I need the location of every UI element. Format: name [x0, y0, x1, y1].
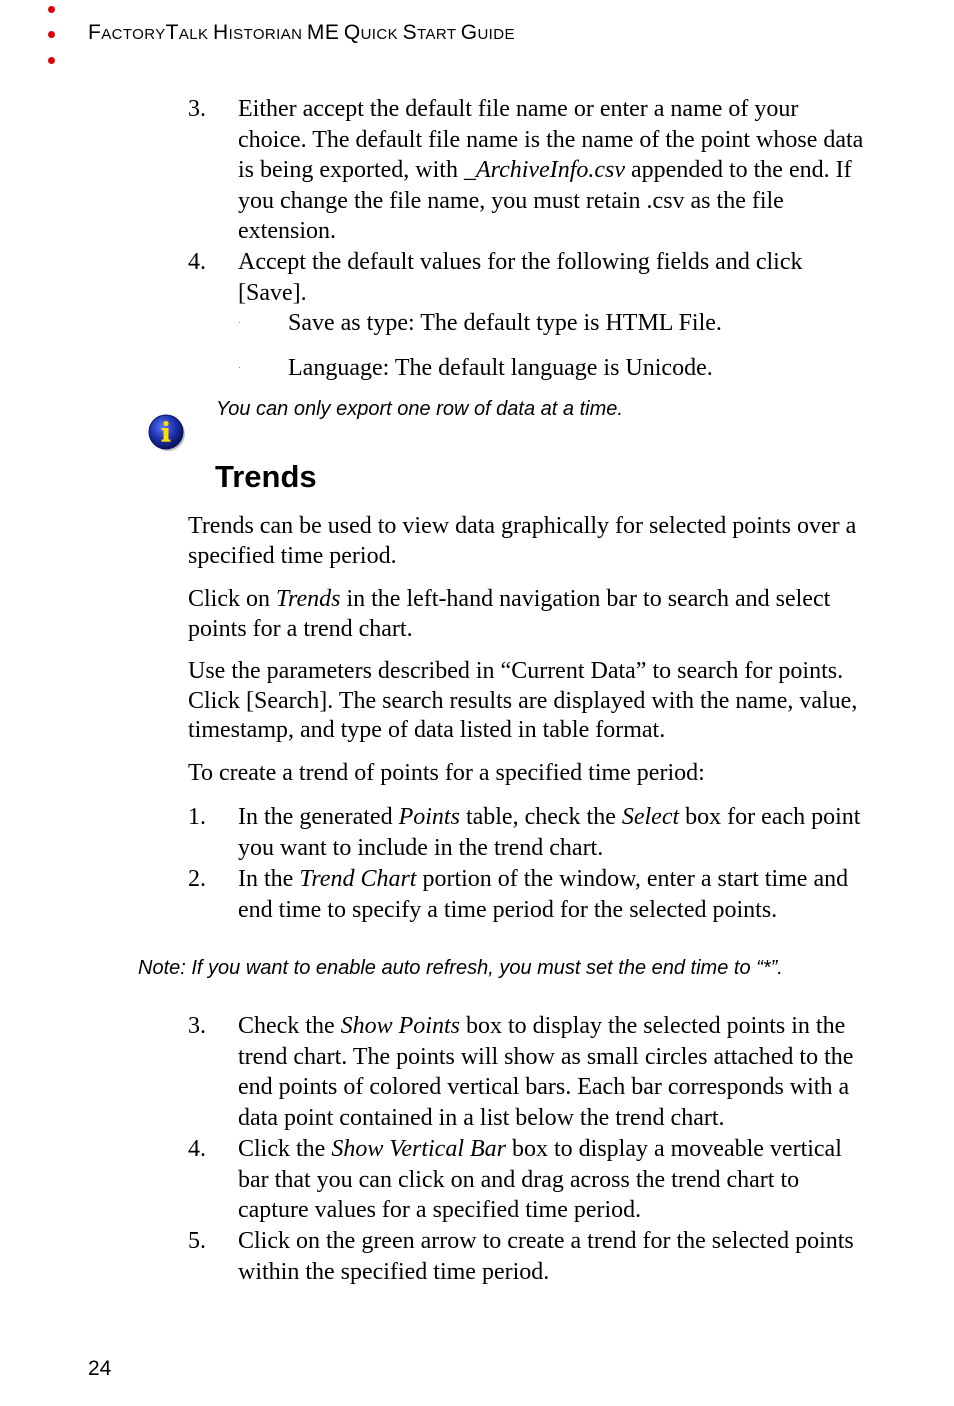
paragraph: Use the parameters described in “Current Data” to search for points. Click [Search]. The search results are displayed with the name, value, timestamp, and type of data listed in table format. [188, 658, 858, 743]
step-number: 4. [188, 1136, 206, 1162]
step-text: Click on the green arrow to create a trend for the selected points within the specified time period. [238, 1228, 854, 1285]
paragraph: To create a trend of points for a specified time period: [188, 760, 705, 786]
margin-dot [48, 31, 55, 38]
step-text: Check the Show Points box to display the selected points in the trend chart. The points will show as small circles attached to the end points of colored vertical bars. Each bar corresponds with a data point contained in a list below the trend chart. [238, 1013, 854, 1131]
step-number: 5. [188, 1228, 206, 1254]
info-icon [147, 412, 187, 452]
step-text: In the Trend Chart portion of the window, enter a start time and end time to specify a time period for the selected points. [238, 866, 849, 923]
step-text: Either accept the default file name or enter a name of your choice. The default file name is the name of the point whose data is being exported, with _ArchiveInfo.csv appended to the end. If you change the file name, you must retain .csv as the file extension. [238, 96, 864, 244]
step-number: 2. [188, 866, 206, 892]
step-text: In the generated Points table, check the Select box for each point you want to include in the trend chart. [238, 804, 861, 861]
step-number: 3. [188, 1013, 206, 1039]
bullet-marker: · [238, 363, 241, 372]
running-header: FACTORYTALK HISTORIAN ME QUICK START GUIDE [88, 21, 515, 44]
section-heading: Trends [215, 459, 317, 494]
bullet-marker: · [238, 318, 241, 327]
page-number: 24 [88, 1357, 112, 1380]
step-number: 3. [188, 96, 206, 122]
paragraph: Click on Trends in the left-hand navigation bar to search and select points for a trend chart. [188, 586, 831, 642]
margin-dot [48, 57, 55, 64]
note: Note: If you want to enable auto refresh, you must set the end time to “*”. [138, 957, 783, 979]
info-note: You can only export one row of data at a time. [216, 398, 623, 420]
step-number: 1. [188, 804, 206, 830]
bullet-item: Language: The default language is Unicode. [288, 355, 713, 381]
margin-dot [48, 6, 55, 13]
step-number: 4. [188, 249, 206, 275]
paragraph: Trends can be used to view data graphically for selected points over a specified time period. [188, 513, 857, 569]
bullet-item: Save as type: The default type is HTML File. [288, 310, 722, 336]
step-text: Accept the default values for the following fields and click [Save]. [238, 249, 803, 306]
step-text: Click the Show Vertical Bar box to display a moveable vertical bar that you can click on and drag across the trend chart to capture values for a specified time period. [238, 1136, 842, 1223]
